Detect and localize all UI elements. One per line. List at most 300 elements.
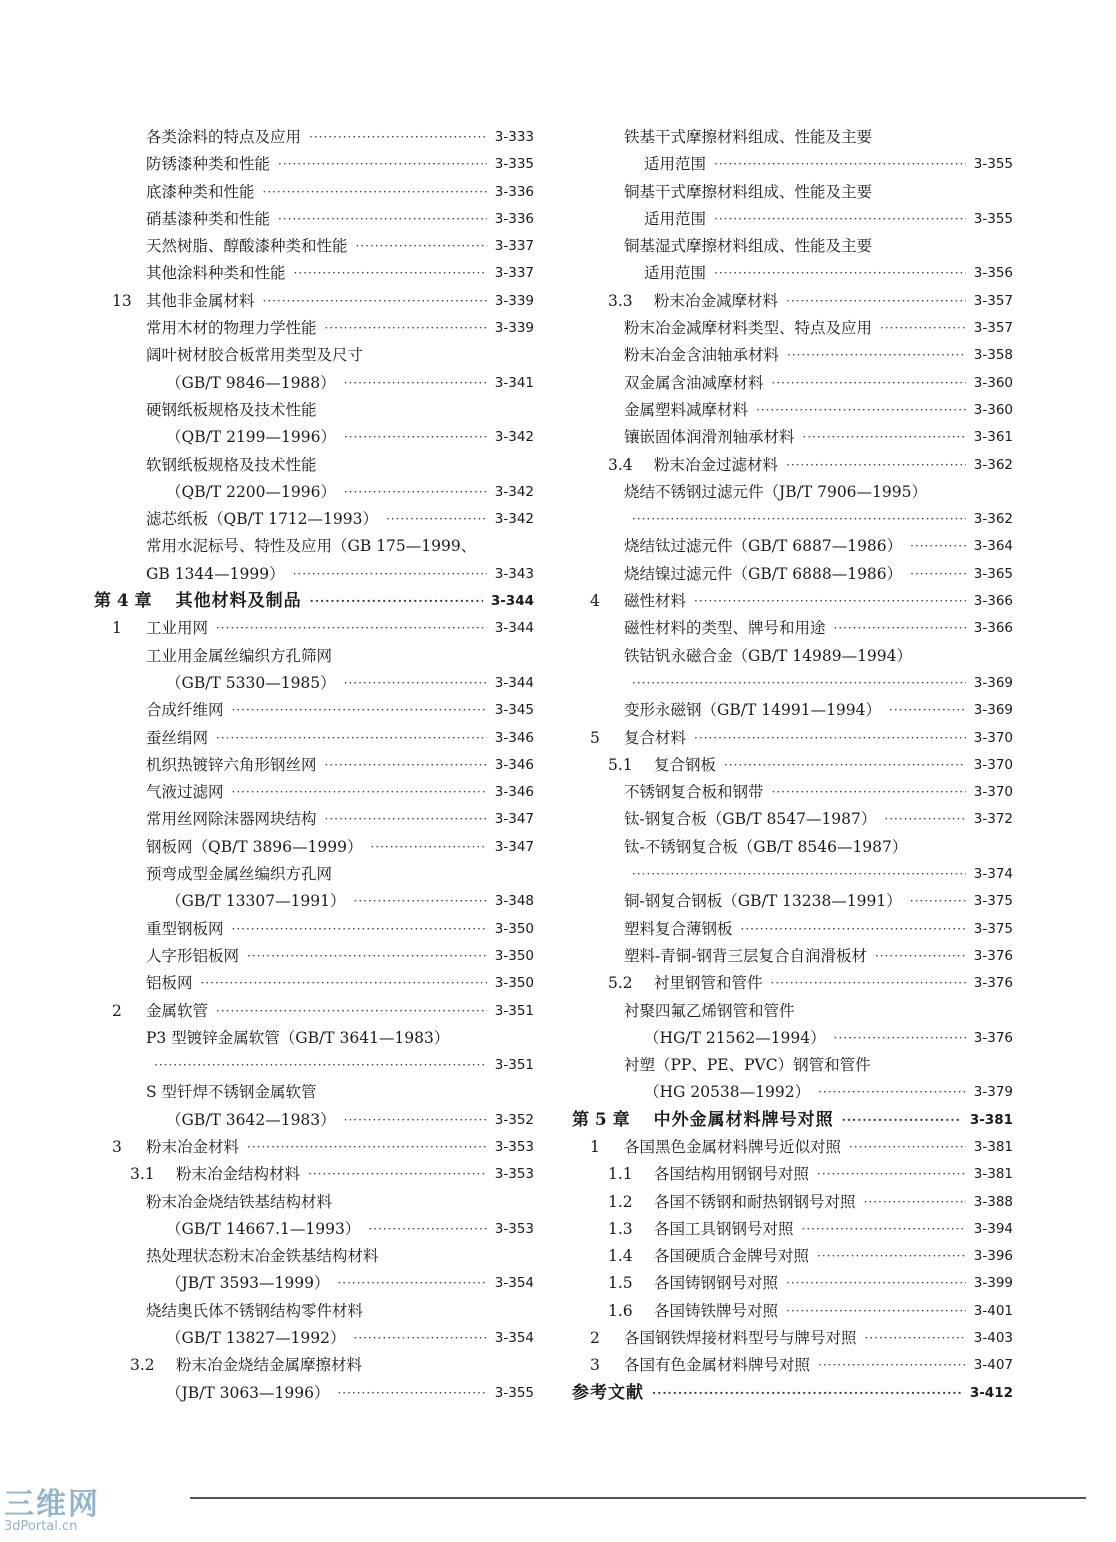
toc-entry[interactable] [572,615,1013,642]
toc-entry-title: 粉末冶金材料 [146,1137,240,1156]
dot-leader [880,315,966,342]
toc-entry[interactable] [572,233,1013,260]
toc-page-number: 3-394 [973,1220,1013,1237]
toc-page-number: 3-341 [494,374,534,391]
toc-page-number: 3-381 [969,1111,1013,1128]
toc-entry-title: 其他材料及制品 [175,591,302,612]
toc-entry[interactable] [572,1325,1013,1352]
toc-entry-title: 粉末冶金减摩材料 [654,291,779,310]
toc-entry[interactable] [572,151,1013,178]
toc-entry[interactable] [94,124,534,151]
toc-page-number: 3-376 [973,947,1013,964]
watermark-title: 三维网 [4,1487,100,1522]
toc-entry[interactable] [94,916,534,943]
toc-entry[interactable] [572,588,1013,615]
toc-page-number: 3-344 [494,620,534,637]
toc-entry[interactable] [572,424,1013,451]
toc-entry-number: 1.5 [608,1274,633,1293]
dot-leader [910,888,966,915]
toc-entry-number: 1.3 [608,1219,633,1238]
toc-entry-title: 粉末冶金减摩材料类型、特点及应用 [624,319,873,338]
toc-entry[interactable] [572,370,1013,397]
toc-entry[interactable] [94,643,534,670]
dot-leader [834,615,966,642]
dot-leader [232,697,487,724]
toc-entry-number: 1.4 [608,1247,633,1266]
toc-entry-title: 硝基漆种类和性能 [146,209,271,228]
toc-entry[interactable] [94,806,534,833]
toc-entry-title: 塑料复合薄钢板 [624,919,733,938]
dot-leader [337,1380,486,1407]
toc-page-number: 3-375 [973,893,1013,910]
dot-leader [354,888,487,915]
toc-entry-title: 钛-钢复合板（GB/T 8547—1987） [624,810,877,829]
toc-entry[interactable] [572,1134,1013,1161]
dot-leader [309,124,487,151]
toc-entry-title: 铁基干式摩擦材料组成、性能及主要 [624,128,873,146]
toc-entry[interactable] [94,834,534,861]
dot-leader [278,206,487,233]
toc-entry[interactable] [94,1134,534,1161]
dot-leader [293,561,487,588]
toc-page-number: 3-381 [973,1138,1013,1155]
toc-entry-title: 粉末冶金含油轴承材料 [624,346,780,365]
toc-page-number: 3-353 [494,1166,534,1183]
toc-page-number: 3-412 [969,1384,1013,1401]
toc-entry-title: 烧结奥氏体不锈钢结构零件材料 [146,1301,364,1320]
toc-entry-title: GB 1344—1999） [146,564,285,583]
dot-leader [344,479,487,506]
dot-leader [344,424,487,451]
toc-entry-number: 1.2 [608,1192,633,1211]
dot-leader [714,206,966,233]
toc-page-number: 3-388 [973,1193,1013,1210]
toc-page-number: 3-344 [490,593,534,610]
dot-leader [337,1270,486,1297]
toc-page-number: 3-336 [494,183,534,200]
toc-page-number: 3-342 [494,511,534,528]
toc-page-number: 3-348 [494,893,534,910]
toc-entry[interactable] [94,397,534,424]
dot-leader [786,1270,966,1297]
toc-entry-title: 镶嵌固体润滑剂轴承材料 [624,428,795,447]
dot-leader [803,424,966,451]
toc-entry[interactable] [572,1107,1013,1134]
toc-entry-title: 铁钴钒永磁合金（GB/T 14989—1994） [624,646,913,665]
dot-leader [817,1161,966,1188]
toc-page-number: 3-346 [494,756,534,773]
toc-page-number: 3-351 [494,1057,534,1074]
toc-entry-title: 粉末冶金烧结铁基结构材料 [146,1192,333,1211]
toc-entry-number: 1.1 [608,1165,633,1184]
toc-entry[interactable] [94,697,534,724]
dot-leader [910,533,966,560]
toc-entry-title: 机织热镀锌六角形钢丝网 [146,755,317,774]
toc-page-number: 3-354 [494,1330,534,1347]
toc-entry[interactable] [572,888,1013,915]
toc-entry[interactable] [94,588,534,615]
toc-entry[interactable] [572,1243,1013,1270]
dot-leader [772,779,966,806]
toc-entry-title: 软钢纸板规格及技术性能 [146,455,317,474]
toc-page-number: 3-375 [973,920,1013,937]
toc-entry-title: 磁性材料的类型、牌号和用途 [624,619,826,638]
toc-entry[interactable] [94,1298,534,1325]
toc-page-number: 3-376 [973,1029,1013,1046]
toc-page-number: 3-351 [494,1002,534,1019]
toc-entry-title: 铜基湿式摩擦材料组成、性能及主要 [624,237,873,256]
toc-entry[interactable] [94,233,534,260]
dot-leader [216,998,487,1025]
toc-page-number: 3-342 [494,429,534,446]
toc-entry[interactable] [94,288,534,315]
dot-leader [354,1325,487,1352]
toc-entry[interactable] [572,1352,1013,1379]
toc-page-number: 3-346 [494,729,534,746]
toc-page-number: 3-335 [494,156,534,173]
dot-leader [842,1107,962,1134]
toc-entry-number: 5 [590,728,600,747]
toc-entry-title: 烧结不锈钢过滤元件（JB/T 7906—1995） [624,482,927,501]
toc-entry[interactable] [572,1161,1013,1188]
toc-entry[interactable] [572,697,1013,724]
toc-entry[interactable] [572,779,1013,806]
toc-page-number: 3-343 [494,565,534,582]
dot-leader [232,916,487,943]
toc-entry-number: 1 [590,1137,600,1156]
toc-page-number: 3-370 [973,729,1013,746]
dot-leader [325,315,487,342]
toc-entry-title: 双金属含油减摩材料 [624,373,764,392]
toc-page-number: 3-407 [973,1357,1013,1374]
dot-leader [310,588,483,615]
dot-leader [786,1298,966,1325]
toc-entry-number: 13 [112,291,132,310]
toc-entry-number: 2 [590,1329,600,1348]
toc-page-number: 3-362 [973,456,1013,473]
dot-leader [724,752,966,779]
dot-leader [247,1134,487,1161]
toc-entry[interactable] [94,1216,534,1243]
toc-entry-number: 3 [590,1356,600,1375]
dot-leader [294,260,487,287]
toc-entry-title: （QB/T 2199—1996） [166,428,336,447]
dot-leader [817,1243,966,1270]
toc-entry-title: 参考文献 [572,1382,644,1403]
toc-entry[interactable] [572,260,1013,287]
dot-leader [802,1216,966,1243]
toc-page-number: 3-354 [494,1275,534,1292]
dot-leader [368,1216,486,1243]
toc-entry-title: （GB/T 13827—1992） [166,1329,346,1348]
toc-entry[interactable] [94,179,534,206]
toc-entry-title: 各国黑色金属材料牌号近似对照 [624,1137,842,1156]
toc-entry-title: 磁性材料 [624,592,687,611]
toc-page-number: 3-362 [973,511,1013,528]
dot-leader [889,697,966,724]
dot-leader [386,506,487,533]
toc-entry[interactable] [94,452,534,479]
dot-leader [154,1052,487,1079]
toc-page-number: 3-360 [973,374,1013,391]
toc-entry-title: 各国不锈钢和耐热钢钢号对照 [654,1192,856,1211]
toc-entry[interactable] [572,561,1013,588]
toc-entry-title: 中外金属材料牌号对照 [653,1109,834,1130]
footer-rule [190,1497,1086,1499]
toc-page-number: 3-350 [494,947,534,964]
dot-leader [714,260,966,287]
toc-entry[interactable] [572,1216,1013,1243]
toc-entry[interactable] [572,752,1013,779]
toc-entry[interactable] [94,861,534,888]
toc-entry[interactable] [572,124,1013,151]
toc-page-number: 3-381 [973,1166,1013,1183]
toc-entry[interactable] [94,1107,534,1134]
toc-page-number: 3-353 [494,1220,534,1237]
toc-entry[interactable] [94,1161,534,1188]
toc-page-number: 3-355 [973,156,1013,173]
toc-entry[interactable] [94,561,534,588]
toc-entry[interactable] [94,779,534,806]
toc-page-number: 3-336 [494,210,534,227]
toc-page-number: 3-337 [494,265,534,282]
toc-entry-title: 预弯成型金属丝编织方孔网 [146,865,333,884]
toc-entry[interactable] [94,752,534,779]
toc-page-number: 3-360 [973,401,1013,418]
toc-entry-title: （GB/T 9846—1988） [166,373,336,392]
toc-entry[interactable] [94,1380,534,1407]
toc-entry[interactable] [94,943,534,970]
toc-entry[interactable] [572,1052,1013,1079]
toc-entry[interactable] [94,1079,534,1106]
toc-entry[interactable] [94,1052,534,1079]
toc-entry[interactable] [572,806,1013,833]
dot-leader [786,452,966,479]
dot-leader [694,725,966,752]
toc-page-number: 3-339 [494,320,534,337]
toc-entry-title: 各国铸铁牌号对照 [654,1301,779,1320]
toc-entry[interactable] [572,1025,1013,1052]
toc-page-number: 3-403 [973,1330,1013,1347]
toc-entry[interactable] [94,615,534,642]
dot-leader [694,588,966,615]
toc-page-number: 3-374 [973,866,1013,883]
toc-entry-title: 各国铸钢钢号对照 [654,1274,779,1293]
dot-leader [910,561,966,588]
toc-page-number: 3-355 [973,210,1013,227]
toc-page-number: 3-396 [973,1248,1013,1265]
dot-leader [325,806,487,833]
toc-page-number: 3-344 [494,674,534,691]
toc-entry-title: 粉末冶金烧结金属摩擦材料 [176,1356,363,1375]
toc-entry-number: 1 [112,619,122,638]
toc-entry-number: 第 4 章 [94,591,152,612]
toc-entry-title: 衬塑（PP、PE、PVC）钢管和管件 [624,1056,871,1075]
toc-page-number: 3-357 [973,320,1013,337]
toc-page-number: 3-339 [494,292,534,309]
toc-entry[interactable] [94,998,534,1025]
toc-entry-title: 阔叶树材胶合板常用类型及尺寸 [146,346,364,365]
dot-leader [216,725,487,752]
toc-page-number: 3-366 [973,620,1013,637]
toc-entry-title: （JB/T 3063—1996） [166,1383,330,1402]
toc-entry-title: 铜基干式摩擦材料组成、性能及主要 [624,182,873,201]
toc-list-left [94,124,534,1407]
toc-entry-title: S 型钎焊不锈钢金属软管 [146,1083,317,1102]
toc-page-number: 3-353 [494,1138,534,1155]
dot-leader [344,370,487,397]
toc-entry[interactable] [94,506,534,533]
toc-entry[interactable] [94,260,534,287]
toc-entry[interactable] [94,1189,534,1216]
toc-entry[interactable] [94,342,534,369]
dot-leader [632,506,966,533]
toc-entry[interactable] [572,861,1013,888]
toc-page-number: 3-399 [973,1275,1013,1292]
toc-entry[interactable] [572,998,1013,1025]
dot-leader [652,1380,962,1407]
toc-entry[interactable] [94,970,534,997]
toc-entry-title: 粉末冶金结构材料 [176,1165,301,1184]
toc-entry[interactable] [94,670,534,697]
toc-entry-number: 3.4 [608,455,633,474]
dot-leader [714,151,966,178]
toc-entry[interactable] [94,533,534,560]
toc-page-number: 3-337 [494,238,534,255]
dot-leader [834,1025,966,1052]
toc-entry-title: 各国硬质合金牌号对照 [654,1247,810,1266]
dot-leader [632,861,966,888]
toc-entry[interactable] [572,670,1013,697]
toc-entry-title: 常用丝网除沫器网块结构 [146,810,317,829]
toc-entry-title: 气液过滤网 [146,783,224,802]
toc-entry[interactable] [572,943,1013,970]
toc-page-number: 3-370 [973,756,1013,773]
dot-leader [356,233,487,260]
toc-entry[interactable] [572,1298,1013,1325]
toc-page-number: 3-356 [973,265,1013,282]
toc-entry-number: 3.3 [608,291,633,310]
toc-entry[interactable] [572,315,1013,342]
dot-leader [818,1079,966,1106]
toc-page-number: 3-352 [494,1111,534,1128]
dot-leader [818,1352,966,1379]
toc-list-right [572,124,1013,1407]
toc-entry-title: 常用木材的物理力学性能 [146,319,317,338]
toc-entry[interactable] [94,479,534,506]
toc-page-number: 3-333 [494,129,534,145]
toc-entry[interactable] [572,397,1013,424]
dot-leader [849,1134,966,1161]
toc-entry-title: 人字形铝板网 [146,946,240,965]
dot-leader [771,970,966,997]
toc-entry-title: 不锈钢复合板和钢带 [624,783,764,802]
toc-entry[interactable] [94,370,534,397]
dot-leader [344,1107,487,1134]
dot-leader [216,615,487,642]
dot-leader [865,1325,966,1352]
toc-entry[interactable] [94,1025,534,1052]
toc-entry-title: 重型钢板网 [146,919,224,938]
dot-leader [884,806,965,833]
dot-leader [263,288,487,315]
toc-entry[interactable] [572,288,1013,315]
toc-entry-number: 4 [590,592,600,611]
toc-page-number: 3-346 [494,784,534,801]
toc-entry-number: 3.1 [130,1165,155,1184]
toc-page-number: 3-347 [494,811,534,828]
toc-entry-number: 5.1 [608,755,633,774]
toc-page-number: 3-364 [973,538,1013,555]
toc-entry[interactable] [94,315,534,342]
toc-entry-number: 5.2 [608,974,633,993]
dot-leader [278,151,487,178]
toc-page-number: 3-358 [973,347,1013,364]
toc-entry-title: 金属软管 [146,1001,209,1020]
toc-entry[interactable] [572,1189,1013,1216]
toc-entry[interactable] [572,206,1013,233]
toc-entry[interactable] [572,506,1013,533]
toc-entry[interactable] [94,424,534,451]
dot-leader [864,1189,966,1216]
toc-page-number: 3-379 [973,1084,1013,1101]
toc-page-number: 3-369 [973,674,1013,691]
toc-entry[interactable] [572,533,1013,560]
toc-page-number: 3-376 [973,975,1013,992]
toc-entry[interactable] [572,179,1013,206]
toc-entry[interactable] [572,452,1013,479]
toc-entry-title: （HG 20538—1992） [644,1083,811,1102]
toc-entry-title: 金属塑料减摩材料 [624,400,749,419]
toc-entry[interactable] [94,206,534,233]
toc-entry[interactable] [572,834,1013,861]
toc-entry-title: 常用水泥标号、特性及应用（GB 175—1999、 [146,537,477,556]
toc-page-number: 3-355 [494,1384,534,1401]
toc-entry-title: 铝板网 [146,974,193,993]
toc-page-number: 3-345 [494,702,534,719]
toc-entry[interactable] [94,1270,534,1297]
toc-entry[interactable] [572,970,1013,997]
dot-leader [344,670,487,697]
toc-page-number: 3-372 [973,811,1013,828]
toc-entry-title: P3 型镀锌金属软管（GB/T 3641—1983） [146,1028,450,1047]
toc-entry[interactable] [94,151,534,178]
watermark-logo [4,1487,100,1534]
toc-entry[interactable] [572,1270,1013,1297]
toc-entry-title: 其他非金属材料 [146,291,255,310]
toc-entry-title: 适用范围 [644,209,707,228]
toc-entry[interactable] [572,1380,1013,1407]
toc-entry[interactable] [572,916,1013,943]
toc-entry[interactable] [572,342,1013,369]
toc-entry[interactable] [94,888,534,915]
toc-entry[interactable] [94,1352,534,1379]
dot-leader [786,288,966,315]
toc-entry-title: 粉末冶金过滤材料 [654,455,779,474]
toc-entry[interactable] [94,1243,534,1270]
dot-leader [201,970,487,997]
toc-entry[interactable] [572,479,1013,506]
toc-entry[interactable] [572,643,1013,670]
toc-page-number: 3-365 [973,565,1013,582]
toc-entry[interactable] [572,1079,1013,1106]
toc-entry[interactable] [94,1325,534,1352]
toc-entry-title: 各国有色金属材料牌号对照 [624,1356,811,1375]
toc-entry-title: 塑料-青铜-钢背三层复合自润滑板材 [624,946,867,965]
toc-entry[interactable] [94,725,534,752]
toc-entry[interactable] [572,725,1013,752]
dot-leader [756,397,966,424]
